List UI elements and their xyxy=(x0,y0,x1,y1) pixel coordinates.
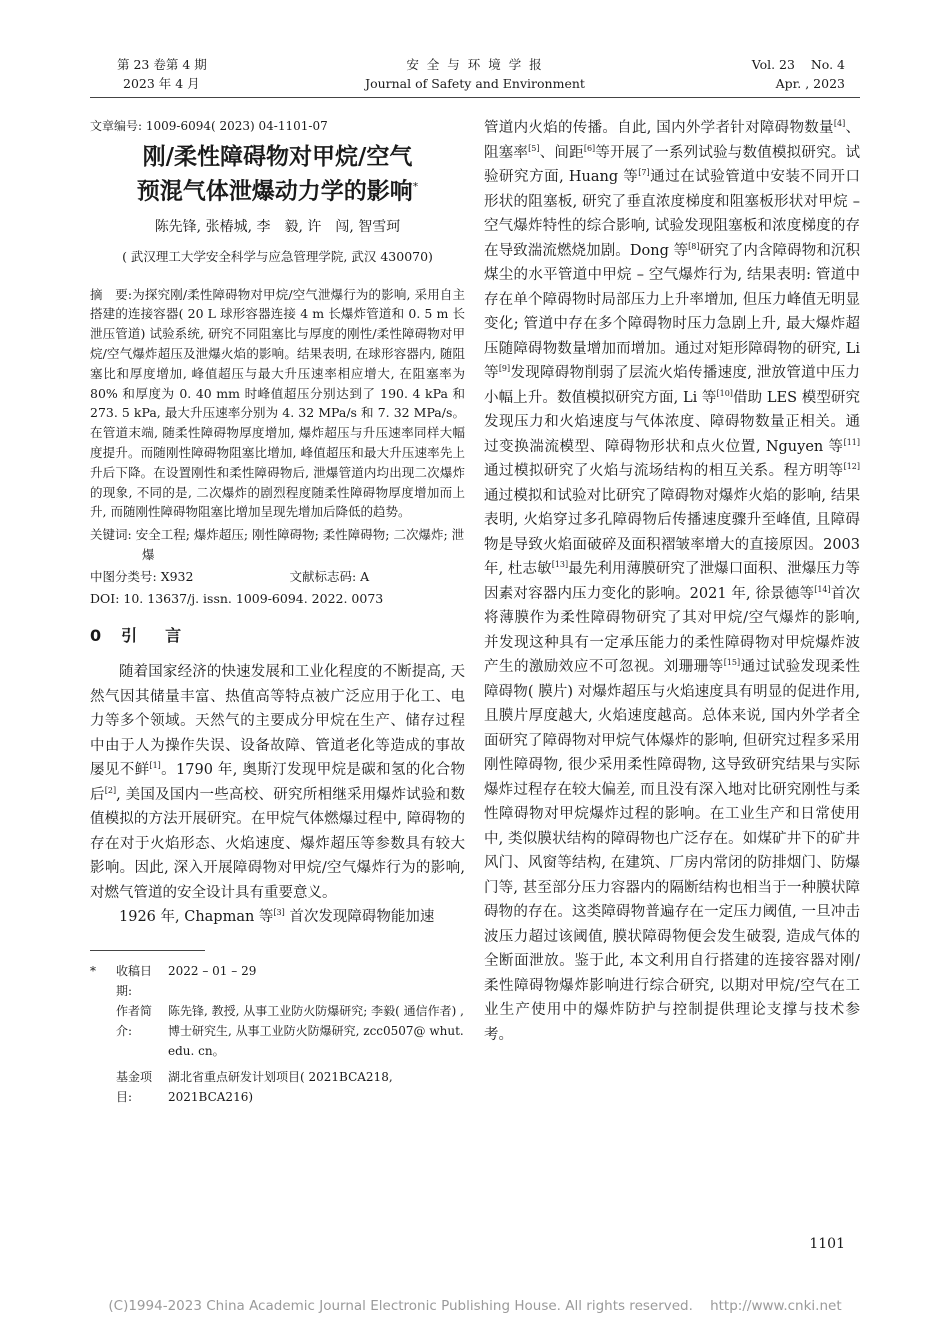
section-heading xyxy=(90,623,465,646)
abstract xyxy=(90,285,465,523)
doc-code-label: 文献标志码: xyxy=(289,569,357,585)
clc-label: 中图分类号: xyxy=(90,569,157,585)
header-rule xyxy=(90,97,860,98)
right-column xyxy=(484,116,860,1047)
page-number: 1101 xyxy=(809,1236,845,1252)
clc-value: X932 xyxy=(160,569,194,585)
journal-cn: 安 全 与 环 境 学 报 xyxy=(406,57,544,72)
running-header-right xyxy=(752,55,845,93)
doi-value: 10. 13637/j. issn. 1009-6094. 2022. 0073 xyxy=(123,591,384,607)
classification xyxy=(90,567,465,587)
doc-code-value: A xyxy=(360,569,370,585)
citation: [11] xyxy=(843,437,860,447)
issue-cn: 第 23 卷第 4 期 xyxy=(117,57,207,72)
copyright-footer: (C)1994-2023 China Academic Journal Electronic Publishing House. All rights reserved. http://www.cnki.net xyxy=(108,1298,842,1314)
citation: [12] xyxy=(843,462,860,472)
title-footnote-mark: * xyxy=(412,180,419,193)
intro-paragraph-1: 随着国家经济的快速发展和工业化程度的不断提高, 天然气因其储量丰富、热值高等特点被广泛应用于化工、电力等多个领域。天然气的主要成分甲烷在生产、储存过程中由于人为操作失误、设备故障、管道老化等造成的事故屡见不鲜[1]。1790 年, 奥斯汀发现甲烷是碳和氢的化合物后[2], 美国及国内一些高校、研究所相继采用爆炸试验和数值模拟的方法开展研究。在甲烷气体燃爆过程中, 障碍物的存在对于火焰形态、火焰速度、爆炸超压等参数具有较大影响。因此, 深入开展障碍物对甲烷/空气爆炸行为的影响, 对燃气管道的安全设计具有重要意义。 xyxy=(90,664,466,901)
keywords-text: 安全工程; 爆炸超压; 刚性障碍物; 柔性障碍物; 二次爆炸; 泄爆 xyxy=(135,527,465,563)
citation: [15] xyxy=(723,658,741,668)
footnote-author: 作者简介: 陈先锋, 教授, 从事工业防火防爆研究; 李毅( 通信作者) , 博士研究生, 从事工业防火防爆研究, zcc0507@ whut. edu. cn。 xyxy=(116,1003,464,1058)
section-number: 0 xyxy=(90,626,108,646)
abstract-text: 为探究刚/柔性障碍物对甲烷/空气泄爆行为的影响, 采用自主搭建的连接容器( 20 L 球形容器连接 4 m 长爆炸管道和 0. 5 m 长泄压管道) 试验系统, 研究不同阻塞比与厚度的刚性/柔性障碍物对甲烷/空气爆炸超压及泄爆火焰的影响。结果表明, 在球形容器内, 随阻塞比和厚度增加, 峰值超压与最大升压速率相应增大, 在阻塞率为 80% 和厚度为 0. 40 mm 时峰值超压分别达到了 190. 4 kPa 和 273. 5 kPa, 最大升压速率分别为 4. 32 MPa/s 和 7. 32 MPa/s。在管道末端, 随柔性障碍物厚度增加, 爆炸超压与升压速率同样大幅度提升。而随刚性障碍物阻塞比增加, 峰值超压和最大升压速率先上升后下降。在设置刚性和柔性障碍物后, 泄爆管道内均出现二次爆炸的现象, 不同的是, 二次爆炸的剧烈程度随柔性障碍物厚度增加而上升, 而随刚性障碍物阻塞比增加呈现先增加后降低的趋势。 xyxy=(90,286,465,520)
citation: [6] xyxy=(583,143,596,153)
citation: [9] xyxy=(498,364,511,374)
citation: [13] xyxy=(551,560,569,570)
citation: [3] xyxy=(273,908,285,918)
citation: [8] xyxy=(688,241,700,251)
citation: [5] xyxy=(528,143,540,153)
section-title: 引 言 xyxy=(121,626,188,646)
citation: [7] xyxy=(638,168,650,178)
vol-en: Vol. 23 No. 4 xyxy=(751,57,845,72)
left-column xyxy=(90,116,465,1107)
keywords xyxy=(90,525,465,565)
footnotes xyxy=(90,961,465,1107)
citation: [2] xyxy=(104,785,117,795)
date-cn: 2023 年 4 月 xyxy=(123,76,200,91)
authors: 陈先锋, 张椿城, 李 毅, 许 闯, 智雪珂 xyxy=(154,218,401,235)
title-line-1: 刚/柔性障碍物对甲烷/空气 xyxy=(142,144,413,170)
doi-label: DOI: xyxy=(90,591,120,607)
citation: [14] xyxy=(814,584,831,594)
keywords-label: 关键词: xyxy=(90,527,132,543)
footnote-fund: 基金项目: 湖北省重点研发计划项目( 2021BCA218, 2021BCA216) xyxy=(116,1069,393,1104)
footnote-rule xyxy=(90,950,205,951)
footnote-received: * 收稿日期: 2022 – 01 – 29 xyxy=(90,961,465,1001)
citation: [4] xyxy=(833,119,846,129)
journal-en: Journal of Safety and Environment xyxy=(365,76,585,91)
article-number: 文章编号: 1009-6094( 2023) 04-1101-07 xyxy=(90,119,328,133)
intro-paragraph-continued: 管道内火焰的传播。自此, 国内外学者针对障碍物数量[4]、阻塞率[5]、间距[6]等开展了一系列试验与数值模拟研究。试验研究方面, Huang 等[7]通过在试验管道中安装不同开口形状的阻塞板, 研究了垂直浓度梯度和阻塞板形状对甲烷 – 空气爆炸特性的综合影响, 试验发现阻塞板和浓度梯度的存在导致湍流燃烧加剧。Dong 等[8]研究了内含障碍物和沉积煤尘的水平管道中甲烷 – 空气爆炸行为, 结果表明: 管道中存在单个障碍物时局部压力上升率增加, 但压力峰值无明显变化; 管道中存在多个障碍物时压力急剧上升, 最大爆炸超压随障碍物数量增加而增加。通过对矩形障碍物的研究, Li 等[9]发现障碍物削弱了层流火焰传播速度, 泄放管道中压力小幅上升。数值模拟研究方面, Li 等[10]借助 LES 模型研究发现压力和火焰速度与气体浓度、障碍物数量正相关。通过变换湍流模型、障碍物形状和点火位置, Nguyen 等[11]通过模拟研究了火焰与流场结构的相互关系。程方明等[12]通过模拟和试验对比研究了障碍物对爆炸火焰的影响, 结果表明, 火焰穿过多孔障碍物后传播速度骤升至峰值, 且障碍物是导致火焰面破碎及面积褶皱率增大的直接原因。2003 年, 杜志敏[13]最先利用薄膜研究了泄爆口面积、泄爆压力等因素对容器内压力变化的影响。2021 年, 徐景德等[14]首次将薄膜作为柔性障碍物研究了其对甲烷/空气爆炸的影响, 并发现这种具有一定承压能力的柔性障碍物对甲烷爆炸波产生的激励效应不可忽视。刘珊珊等[15]通过试验发现柔性障碍物( 膜片) 对爆炸超压与火焰速度具有明显的促进作用, 且膜片厚度越大, 火焰速度越高。总体来说, 国内外学者全面研究了障碍物对甲烷气体爆炸的影响, 但研究过程多采用刚性障碍物, 很少采用柔性障碍物, 这导致研究结果与实际爆炸过程存在较大偏差, 而且没有深入地对比研究刚性与柔性障碍物对甲烷爆炸过程的影响。在工业生产和日常使用中, 类似膜状结构的障碍物也广泛存在。如煤矿井下的矿井风门、风窗等结构, 在建筑、厂房内常闭的防排烟门、防爆门等, 甚至部分压力容器内的隔断结构也相当于一种膜状障碍物的存在。这类障碍物普遍存在一定压力阈值, 一旦冲击波压力超过该阈值, 膜状障碍物便会发生破裂, 造成气体的全断面泄放。鉴于此, 本文利用自行搭建的连接容器对刚/柔性障碍物爆炸影响进行综合研究, 以期对甲烷/空气在工业生产使用中的爆炸防护与控制提供理论支撑与技术参考。 xyxy=(484,119,861,1043)
article-title xyxy=(90,142,465,207)
citation: [10] xyxy=(716,388,733,398)
footnote-mark: * xyxy=(90,963,96,978)
date-en: Apr. , 2023 xyxy=(775,76,845,91)
intro-paragraph-2: 1926 年, Chapman 等[3] 首次发现障碍物能加速 xyxy=(119,908,435,926)
affiliation: ( 武汉理工大学安全科学与应急管理学院, 武汉 430070) xyxy=(122,248,433,264)
title-line-2: 预混气体泄爆动力学的影响* xyxy=(136,178,419,205)
abstract-label: 摘 要: xyxy=(90,286,133,302)
doi xyxy=(90,589,465,609)
citation: [1] xyxy=(149,761,161,771)
